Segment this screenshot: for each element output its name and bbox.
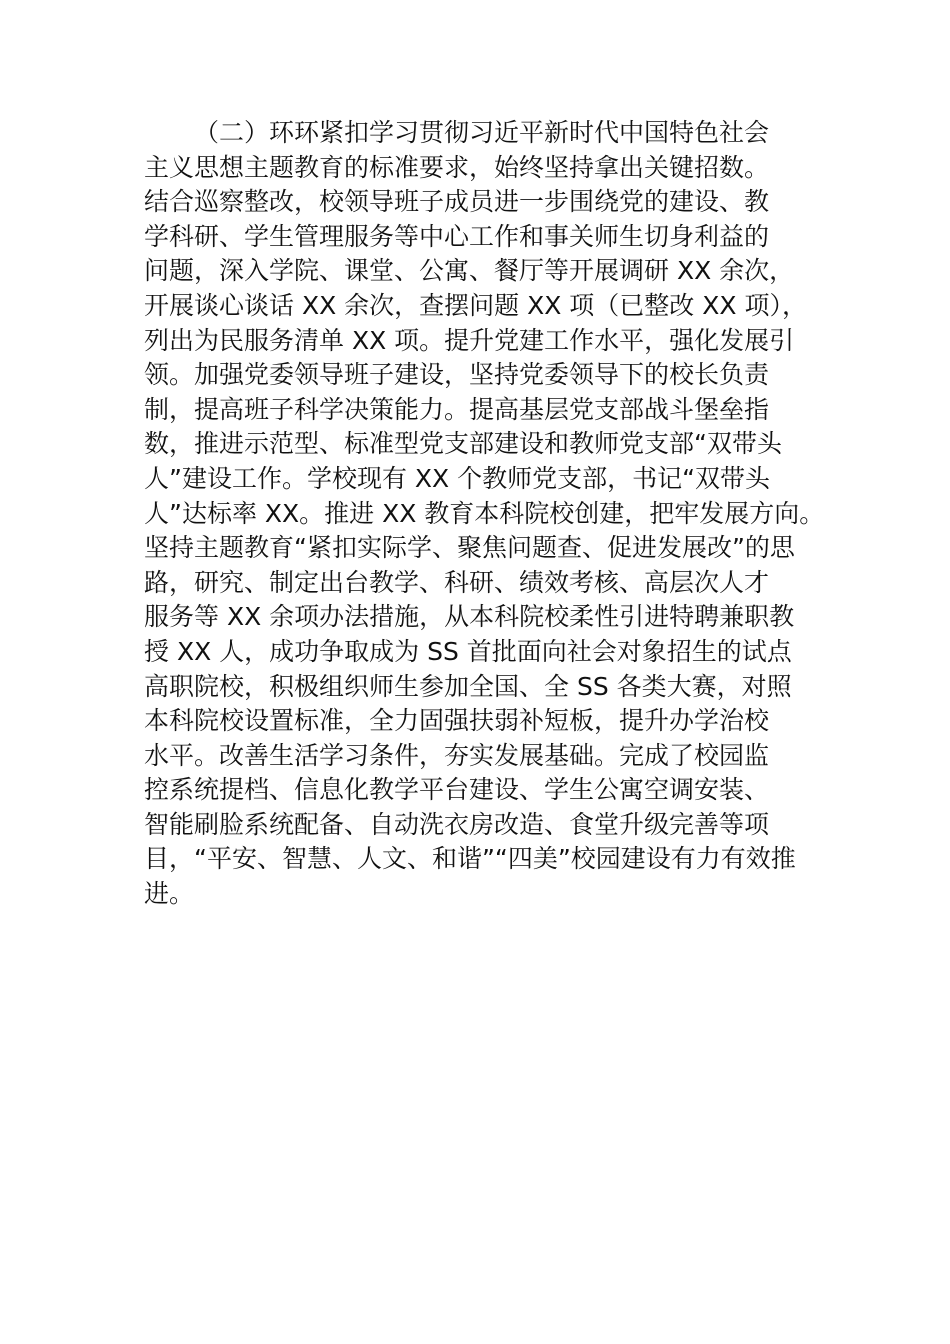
paragraph-line: 开展谈心谈话 XX 余次，查摆问题 XX 项（已整改 XX 项），	[144, 290, 807, 320]
paragraph-line: 人”建设工作。学校现有 XX 个教师党支部，书记“双带头	[144, 463, 771, 493]
paragraph-line: 服务等 XX 余项办法措施，从本科院校柔性引进特聘兼职教	[144, 602, 795, 632]
paragraph-line: 控系统提档、信息化教学平台建设、学生公寓空调安装、	[144, 775, 770, 805]
paragraph-line: 结合巡察整改，校领导班子成员进一步围绕党的建设、教	[144, 187, 770, 217]
paragraph-line: 学科研、学生管理服务等中心工作和事关师生切身利益的	[144, 221, 770, 251]
paragraph-line: 坚持主题教育“紧扣实际学、聚焦问题查、促进发展改”的思	[144, 533, 795, 563]
paragraph-line: 目，“平安、智慧、人文、和谐”“四美”校园建设有力有效推	[144, 844, 796, 874]
body-paragraph	[144, 116, 825, 912]
paragraph-line: 主义思想主题教育的标准要求，始终坚持拿出关键招数。	[144, 152, 770, 182]
paragraph-line: 领。加强党委领导班子建设，坚持党委领导下的校长负责	[144, 360, 770, 390]
paragraph-line: 高职院校，积极组织师生参加全国、全 SS 各类大赛，对照	[144, 671, 792, 701]
paragraph-line: 人”达标率 XX。推进 XX 教育本科院校创建，把牢发展方向。	[144, 498, 825, 528]
paragraph-line: （二）环环紧扣学习贯彻习近平新时代中国特色社会	[194, 118, 770, 147]
paragraph-line: 数，推进示范型、标准型党支部建设和教师党支部“双带头	[144, 429, 782, 459]
paragraph-line: 制，提高班子科学决策能力。提高基层党支部战斗堡垒指	[144, 394, 770, 424]
paragraph-line: 进。	[144, 879, 195, 909]
paragraph-line: 本科院校设置标准，全力固强扶弱补短板，提升办学治校	[144, 706, 770, 736]
paragraph-line: 授 XX 人，成功争取成为 SS 首批面向社会对象招生的试点	[144, 636, 792, 666]
paragraph-line: 列出为民服务清单 XX 项。提升党建工作水平，强化发展引	[144, 325, 795, 355]
paragraph-line: 水平。改善生活学习条件，夯实发展基础。完成了校园监	[144, 740, 770, 770]
paragraph-line: 问题，深入学院、课堂、公寓、餐厅等开展调研 XX 余次，	[144, 256, 795, 286]
paragraph-line: 智能刷脸系统配备、自动洗衣房改造、食堂升级完善等项	[144, 809, 770, 839]
paragraph-line: 路，研究、制定出台教学、科研、绩效考核、高层次人才	[144, 567, 770, 597]
